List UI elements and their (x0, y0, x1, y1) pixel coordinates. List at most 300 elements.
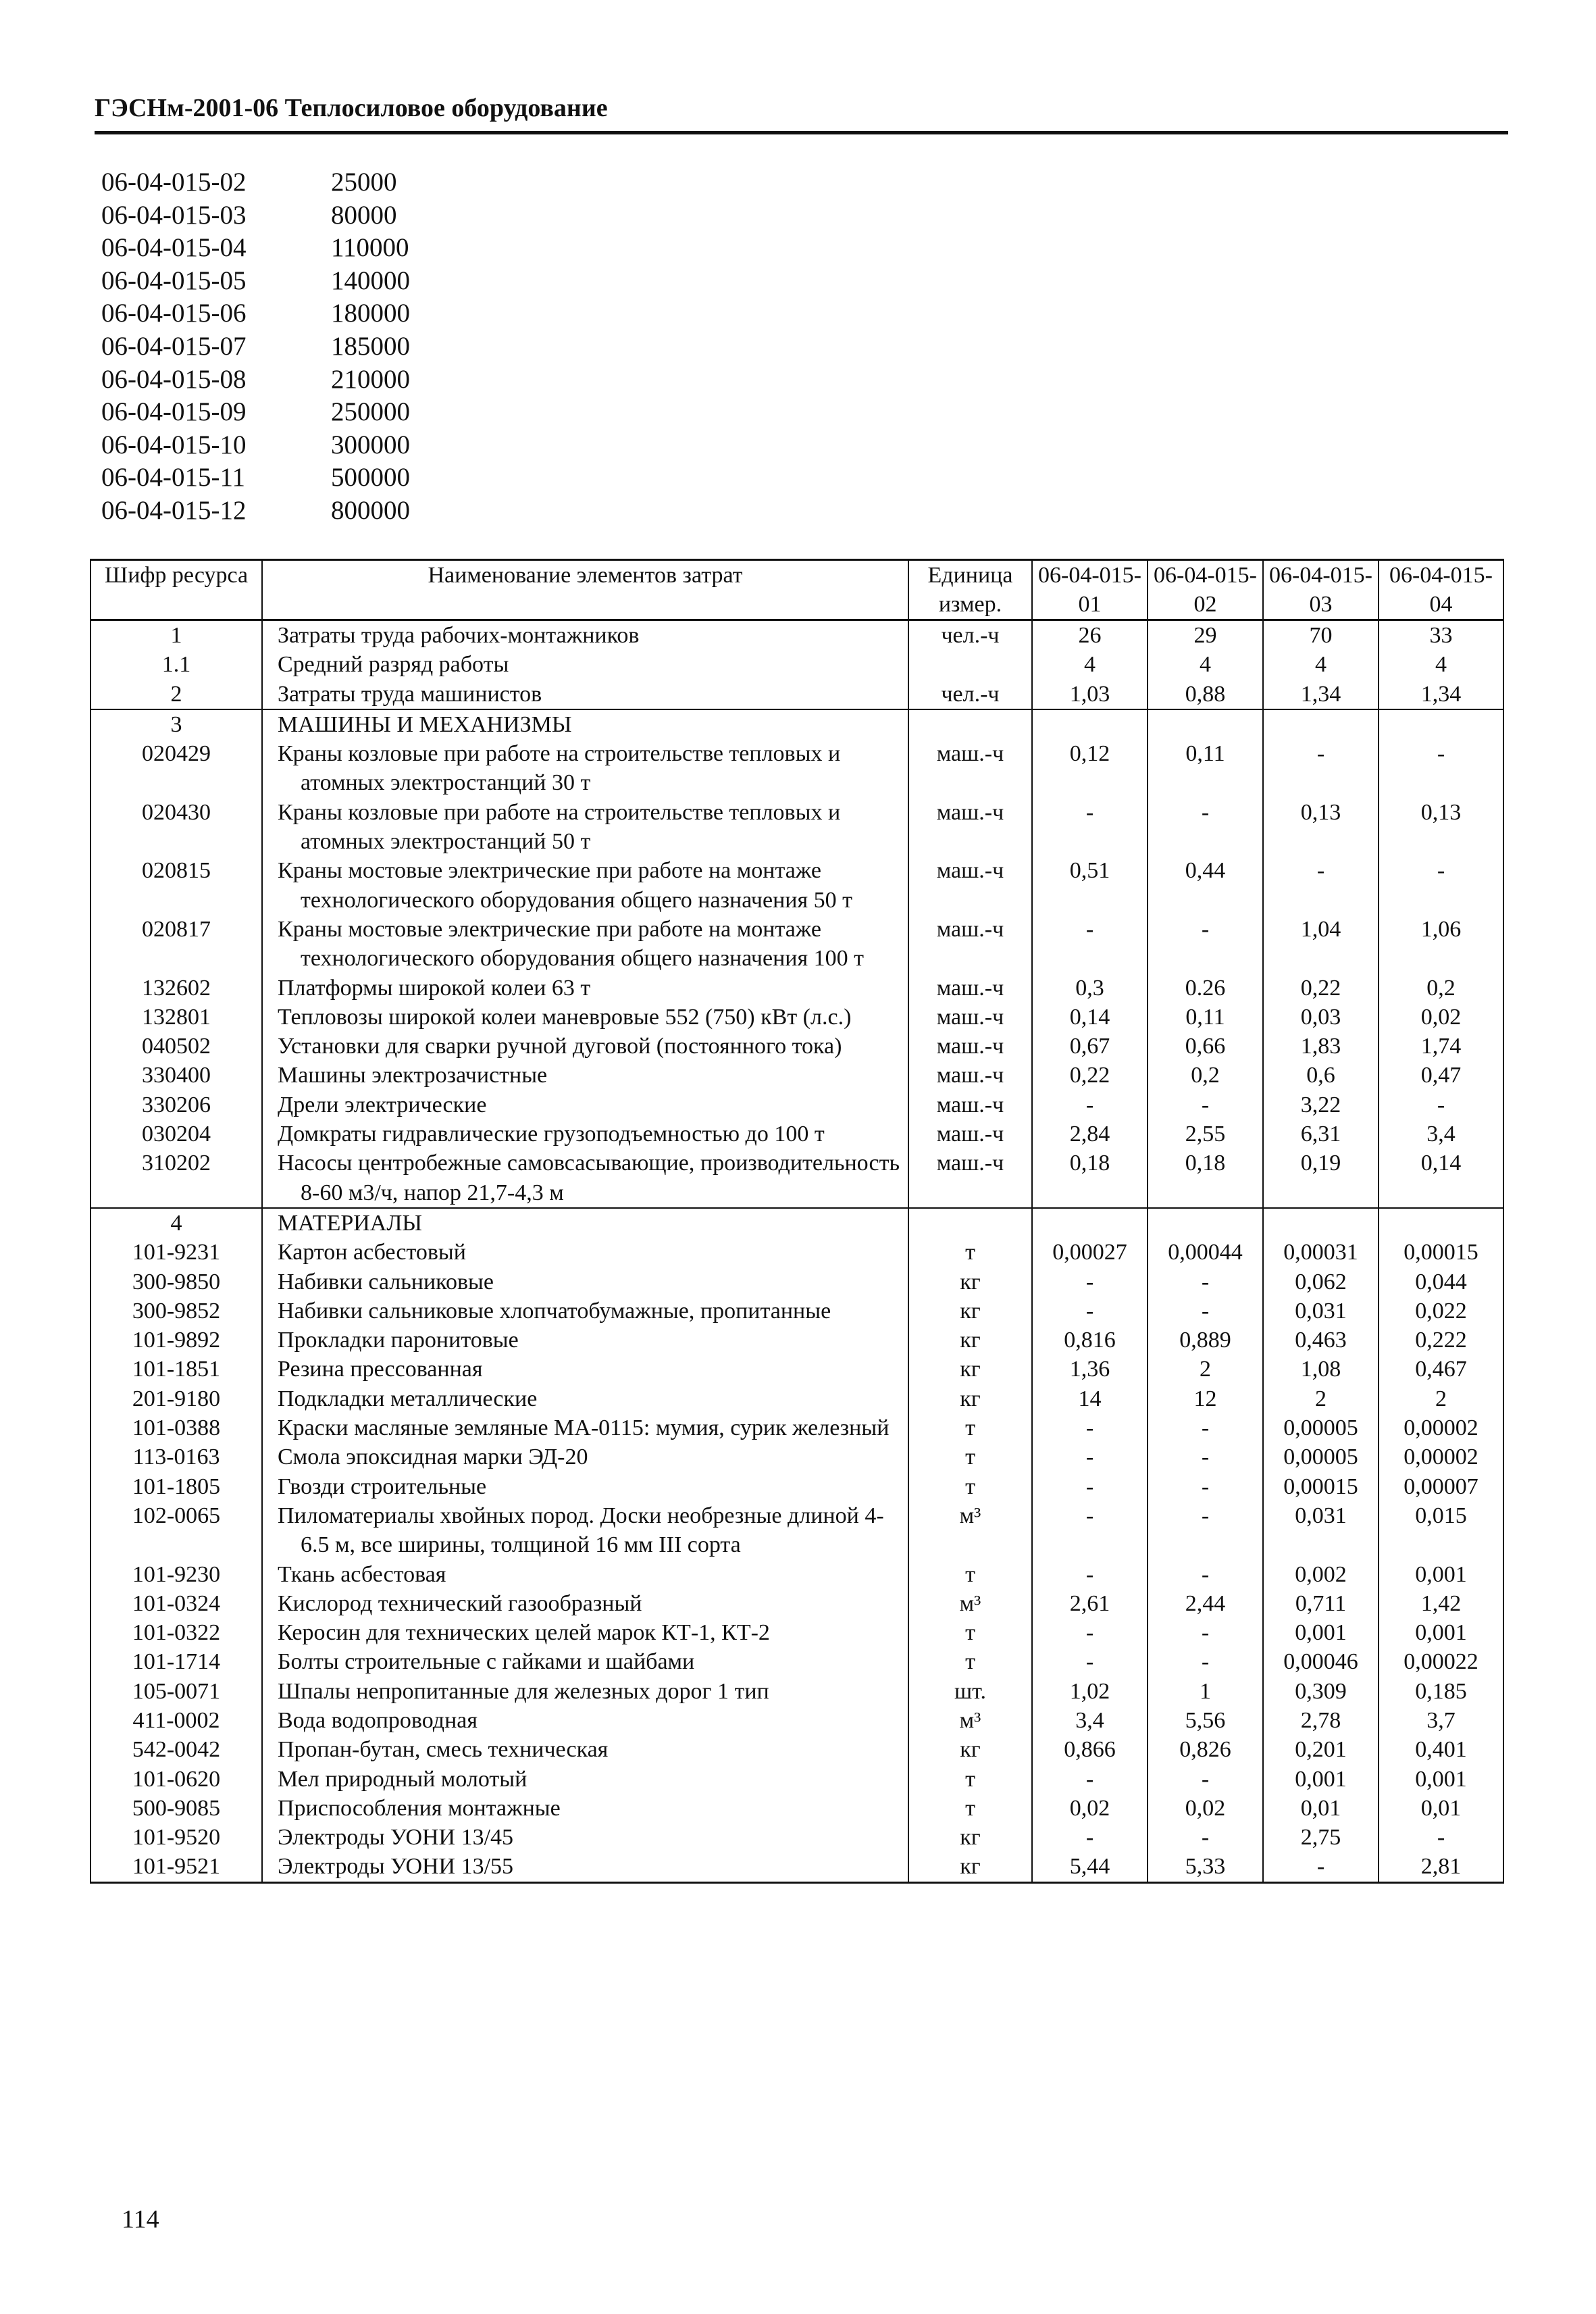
cell-unit: кг (908, 1267, 1032, 1297)
cell-col4: 33 (1379, 620, 1503, 651)
cell-col3 (1263, 709, 1379, 739)
header-rule (95, 131, 1508, 134)
cell-unit: кг (908, 1735, 1032, 1764)
cell-name (262, 1326, 908, 1355)
cell-col2: 2 (1148, 1355, 1263, 1384)
cell-col1: 0,00027 (1032, 1238, 1148, 1267)
table-row (91, 1238, 1503, 1267)
header-unit: Единица измер. (908, 560, 1032, 620)
cell-col1: 2,61 (1032, 1589, 1148, 1618)
cell-col3: 1,83 (1263, 1032, 1379, 1061)
code-list-value: 300000 (331, 430, 410, 459)
table-row (91, 1297, 1503, 1326)
resource-name: Шпалы непропитанные для железных дорог 1 тип (278, 1678, 769, 1704)
cell-code: 4 (91, 1208, 262, 1238)
cell-unit: т (908, 1560, 1032, 1589)
code-list-value: 800000 (331, 495, 410, 525)
cell-col1: - (1032, 1090, 1148, 1120)
cell-col4: - (1379, 739, 1503, 798)
cell-col4: 0,001 (1379, 1560, 1503, 1589)
cell-name (262, 1090, 908, 1120)
cell-col1: 14 (1032, 1384, 1148, 1413)
resource-name: Краны мостовые электрические при работе на монтаже технологического оборудования общего назначения 50 т (278, 858, 852, 913)
cell-code: 101-0388 (91, 1413, 262, 1442)
cell-code: 310202 (91, 1149, 262, 1208)
cell-col1: 0,816 (1032, 1326, 1148, 1355)
cell-name (262, 1765, 908, 1794)
cell-col4: 0,00002 (1379, 1442, 1503, 1472)
cell-name (262, 1852, 908, 1882)
code-list-value: 210000 (331, 364, 410, 394)
cell-col4 (1379, 1208, 1503, 1238)
resource-name: Гвозди строительные (278, 1474, 487, 1499)
cell-col1: - (1032, 1823, 1148, 1852)
cell-unit: маш.-ч (908, 1120, 1032, 1149)
table-row (91, 1384, 1503, 1413)
code-list-code: 06-04-015-06 (101, 299, 247, 328)
cell-unit: кг (908, 1326, 1032, 1355)
table-row (91, 1618, 1503, 1647)
code-list-code: 06-04-015-04 (101, 233, 247, 263)
cell-col3: 1,08 (1263, 1355, 1379, 1384)
cell-unit: маш.-ч (908, 856, 1032, 915)
cell-col3: 6,31 (1263, 1120, 1379, 1149)
cell-name (262, 1355, 908, 1384)
table-row (91, 1326, 1503, 1355)
cell-col4: 1,34 (1379, 680, 1503, 709)
table-row (91, 1706, 1503, 1735)
resource-name: Пиломатериалы хвойных пород. Доски необрезные длиной 4-6.5 м, все ширины, толщиной 16 мм III сорта (278, 1503, 884, 1558)
cell-code: 113-0163 (91, 1442, 262, 1472)
table-row (91, 650, 1503, 679)
cell-col3: 0,309 (1263, 1677, 1379, 1706)
code-list-item (101, 265, 410, 298)
code-list-item (101, 232, 410, 265)
cell-col2: 0,88 (1148, 680, 1263, 709)
cell-code: 101-0324 (91, 1589, 262, 1618)
cell-col4: 0,00022 (1379, 1647, 1503, 1676)
resource-name: Машины электрозачистные (278, 1063, 548, 1088)
cell-code: 101-1714 (91, 1647, 262, 1676)
cell-code: 101-0620 (91, 1765, 262, 1794)
cell-col2: 29 (1148, 620, 1263, 651)
cell-name: МАШИНЫ И МЕХАНИЗМЫ (262, 709, 908, 739)
cell-col4: 0,467 (1379, 1355, 1503, 1384)
code-list-code: 06-04-015-10 (101, 430, 247, 459)
resource-name: Дрели электрические (278, 1092, 487, 1117)
cell-col2: 0,889 (1148, 1326, 1263, 1355)
code-list-item (101, 166, 410, 199)
cell-col1: 2,84 (1032, 1120, 1148, 1149)
table-row (91, 1589, 1503, 1618)
cell-col2: 5,56 (1148, 1706, 1263, 1735)
cell-col3: 0,031 (1263, 1297, 1379, 1326)
cell-col4: 0,00007 (1379, 1472, 1503, 1501)
cell-unit: т (908, 1765, 1032, 1794)
table-row (91, 1003, 1503, 1032)
cell-name (262, 915, 908, 974)
cell-col2: 2,55 (1148, 1120, 1263, 1149)
cell-col2: 12 (1148, 1384, 1263, 1413)
cell-name (262, 1149, 908, 1208)
cell-col2: 0,11 (1148, 739, 1263, 798)
cell-unit: маш.-ч (908, 915, 1032, 974)
cell-code: 020817 (91, 915, 262, 974)
table-row (91, 974, 1503, 1003)
code-list-item (101, 429, 410, 462)
cell-col1: 3,4 (1032, 1706, 1148, 1735)
code-list-code: 06-04-015-08 (101, 364, 247, 394)
cell-col4: 0,044 (1379, 1267, 1503, 1297)
cell-unit: кг (908, 1384, 1032, 1413)
resource-name: Электроды УОНИ 13/55 (278, 1854, 514, 1880)
cell-col4: 2,81 (1379, 1852, 1503, 1882)
cell-col3: 1,34 (1263, 680, 1379, 709)
cell-name (262, 620, 908, 651)
table-row (91, 1852, 1503, 1882)
cell-col2: - (1148, 1501, 1263, 1560)
cell-col3: 0,062 (1263, 1267, 1379, 1297)
cell-col2: 1 (1148, 1677, 1263, 1706)
header-col2: 06-04-015-02 (1148, 560, 1263, 620)
cell-col1: 0,12 (1032, 739, 1148, 798)
cell-col2: 0,02 (1148, 1794, 1263, 1823)
code-list-value: 25000 (331, 168, 397, 197)
cell-col1: - (1032, 1618, 1148, 1647)
cell-col3: 2,75 (1263, 1823, 1379, 1852)
cell-col1: 1,36 (1032, 1355, 1148, 1384)
cell-unit: чел.-ч (908, 680, 1032, 709)
cell-code: 201-9180 (91, 1384, 262, 1413)
resource-name: Краны мостовые электрические при работе на монтаже технологического оборудования общего назначения 100 т (278, 916, 864, 972)
cell-col1: 4 (1032, 650, 1148, 679)
cell-code: 1 (91, 620, 262, 651)
code-list-code: 06-04-015-03 (101, 200, 247, 230)
cell-col2: 0,826 (1148, 1735, 1263, 1764)
code-list-code: 06-04-015-02 (101, 168, 247, 197)
code-list-value: 80000 (331, 200, 397, 230)
resource-name: Затраты труда рабочих-монтажников (278, 623, 640, 648)
cell-col1: - (1032, 1647, 1148, 1676)
cell-col1: 1,02 (1032, 1677, 1148, 1706)
code-list-code: 06-04-015-07 (101, 331, 247, 361)
cell-col1 (1032, 709, 1148, 739)
table-row (91, 620, 1503, 651)
cell-col2: - (1148, 1618, 1263, 1647)
cell-name (262, 856, 908, 915)
cell-col1: 26 (1032, 620, 1148, 651)
cell-col3: 0,01 (1263, 1794, 1379, 1823)
cell-col2: - (1148, 1090, 1263, 1120)
table-row (91, 798, 1503, 857)
cell-col3: 0,002 (1263, 1560, 1379, 1589)
cell-col1: - (1032, 1267, 1148, 1297)
cell-col4: 0,185 (1379, 1677, 1503, 1706)
cell-col3: 0,00005 (1263, 1442, 1379, 1472)
table-row (91, 1149, 1503, 1208)
cell-col3: 2,78 (1263, 1706, 1379, 1735)
cell-code: 101-0322 (91, 1618, 262, 1647)
code-list-value: 250000 (331, 397, 410, 427)
code-list-code: 06-04-015-12 (101, 495, 247, 525)
cell-col3: - (1263, 739, 1379, 798)
cell-unit: т (908, 1238, 1032, 1267)
cell-col4: 0,02 (1379, 1003, 1503, 1032)
cell-name (262, 1647, 908, 1676)
code-list-value: 110000 (331, 233, 409, 263)
cell-code: 542-0042 (91, 1735, 262, 1764)
cell-name (262, 739, 908, 798)
cell-unit: кг (908, 1355, 1032, 1384)
resource-name: Затраты труда машинистов (278, 681, 542, 707)
page-number: 114 (122, 2205, 159, 2234)
cell-unit (908, 709, 1032, 739)
cell-code: 101-1805 (91, 1472, 262, 1501)
cell-col1: - (1032, 1765, 1148, 1794)
cell-name (262, 1589, 908, 1618)
cell-unit: маш.-ч (908, 974, 1032, 1003)
cell-col3 (1263, 1208, 1379, 1238)
resource-name: Установки для сварки ручной дуговой (постоянного тока) (278, 1034, 842, 1059)
cell-name (262, 1267, 908, 1297)
cell-col4: - (1379, 856, 1503, 915)
cell-col4: 3,7 (1379, 1706, 1503, 1735)
cell-col4: 0,14 (1379, 1149, 1503, 1208)
header-name: Наименование элементов затрат (262, 560, 908, 620)
resource-name: Набивки сальниковые (278, 1269, 494, 1294)
table-header-row (91, 560, 1503, 620)
cell-col1: 0,22 (1032, 1061, 1148, 1090)
code-list-value: 140000 (331, 266, 410, 295)
cell-col3: 0,031 (1263, 1501, 1379, 1560)
cell-name (262, 1501, 908, 1560)
cell-unit (908, 650, 1032, 679)
cell-col4: 0,00015 (1379, 1238, 1503, 1267)
cell-col3: 0,00046 (1263, 1647, 1379, 1676)
cell-col2: - (1148, 1267, 1263, 1297)
cell-col3: 2 (1263, 1384, 1379, 1413)
cell-col1: 5,44 (1032, 1852, 1148, 1882)
table-row (91, 1413, 1503, 1442)
table-row (91, 1120, 1503, 1149)
cell-code: 132801 (91, 1003, 262, 1032)
cell-unit: т (908, 1794, 1032, 1823)
cell-name (262, 680, 908, 709)
resource-name: Вода водопроводная (278, 1707, 478, 1733)
cell-col3: 0,463 (1263, 1326, 1379, 1355)
cell-code: 101-9520 (91, 1823, 262, 1852)
resource-name: Платформы широкой колеи 63 т (278, 975, 591, 1001)
cell-unit: шт. (908, 1677, 1032, 1706)
cell-col1: - (1032, 1501, 1148, 1560)
cell-col1: - (1032, 1297, 1148, 1326)
cell-unit (908, 1208, 1032, 1238)
cell-col2: - (1148, 798, 1263, 857)
cell-col3: 4 (1263, 650, 1379, 679)
resource-name: Картон асбестовый (278, 1240, 466, 1265)
code-list-item (101, 396, 410, 429)
resource-name: Кислород технический газообразный (278, 1590, 642, 1616)
cell-unit: м³ (908, 1706, 1032, 1735)
cell-col2 (1148, 709, 1263, 739)
table-row (91, 1090, 1503, 1120)
cell-col2: 0,66 (1148, 1032, 1263, 1061)
cell-unit: т (908, 1472, 1032, 1501)
cell-col2: 4 (1148, 650, 1263, 679)
cell-col2: - (1148, 1413, 1263, 1442)
resource-name: Краны козловые при работе на строительстве тепловых и атомных электростанций 50 т (278, 799, 841, 855)
cell-code: 020429 (91, 739, 262, 798)
resource-name: Домкраты гидравлические грузоподъемностью до 100 т (278, 1122, 825, 1147)
cell-code: 1.1 (91, 650, 262, 679)
table-row (91, 1823, 1503, 1852)
cell-name (262, 1560, 908, 1589)
resource-name: Керосин для технических целей марок КТ-1, КТ-2 (278, 1620, 770, 1646)
cell-code: 105-0071 (91, 1677, 262, 1706)
cell-col4: 0,015 (1379, 1501, 1503, 1560)
resource-name: Краски масляные земляные МА-0115: мумия, сурик железный (278, 1415, 890, 1441)
cell-col4: 0,47 (1379, 1061, 1503, 1090)
table-row (91, 1267, 1503, 1297)
cell-col4: 0,01 (1379, 1794, 1503, 1823)
resource-name: Набивки сальниковые хлопчатобумажные, пропитанные (278, 1298, 831, 1324)
cell-col4: 1,74 (1379, 1032, 1503, 1061)
cell-col2: - (1148, 915, 1263, 974)
cell-col2: 0,11 (1148, 1003, 1263, 1032)
table-row (91, 739, 1503, 798)
resource-name: Электроды УОНИ 13/45 (278, 1825, 514, 1851)
table-row (91, 1032, 1503, 1061)
cell-col4: - (1379, 1823, 1503, 1852)
cell-unit: чел.-ч (908, 620, 1032, 651)
cell-col3: 0,00031 (1263, 1238, 1379, 1267)
cell-unit: кг (908, 1823, 1032, 1852)
cell-name (262, 1384, 908, 1413)
cell-unit: кг (908, 1297, 1032, 1326)
table-row (91, 915, 1503, 974)
table-row (91, 1735, 1503, 1764)
cell-col2: - (1148, 1442, 1263, 1472)
resource-name: Насосы центробежные самовсасывающие, производительность 8-60 м3/ч, напор 21,7-4,3 м (278, 1151, 900, 1205)
cell-code: 020430 (91, 798, 262, 857)
table-row (91, 1061, 1503, 1090)
header-col4: 06-04-015-04 (1379, 560, 1503, 620)
cell-col2: - (1148, 1472, 1263, 1501)
cell-unit: маш.-ч (908, 1090, 1032, 1120)
cell-col1: 0,14 (1032, 1003, 1148, 1032)
cell-col3: - (1263, 856, 1379, 915)
cell-col3: 0,6 (1263, 1061, 1379, 1090)
cell-col2 (1148, 1208, 1263, 1238)
cell-unit: т (908, 1618, 1032, 1647)
cell-col4: 4 (1379, 650, 1503, 679)
cell-col4: 0,13 (1379, 798, 1503, 857)
resource-name: Тепловозы широкой колеи маневровые 552 (750) кВт (л.с.) (278, 1004, 852, 1030)
resource-name: Резина прессованная (278, 1357, 483, 1382)
cell-unit: кг (908, 1852, 1032, 1882)
cell-col4: 0,222 (1379, 1326, 1503, 1355)
code-list-value: 180000 (331, 299, 410, 328)
table-row (91, 1442, 1503, 1472)
resource-name: Пропан-бутан, смесь техническая (278, 1737, 609, 1763)
header-col1: 06-04-015-01 (1032, 560, 1148, 620)
cell-col3: 0,201 (1263, 1735, 1379, 1764)
cell-col1: - (1032, 1472, 1148, 1501)
resource-name: Мел природный молотый (278, 1766, 527, 1792)
cell-col4: 0,401 (1379, 1735, 1503, 1764)
table-body (91, 620, 1503, 1883)
cell-code: 101-9892 (91, 1326, 262, 1355)
resource-name: Подкладки металлические (278, 1386, 538, 1411)
resource-name: Приспособления монтажные (278, 1795, 561, 1821)
code-list-code: 06-04-015-05 (101, 266, 247, 295)
cell-col4: 1,42 (1379, 1589, 1503, 1618)
cell-col3: 0,19 (1263, 1149, 1379, 1208)
code-list-item (101, 199, 410, 232)
code-list-item (101, 461, 410, 495)
cell-col1: 1,03 (1032, 680, 1148, 709)
cell-col2: 0,2 (1148, 1061, 1263, 1090)
cell-col1: - (1032, 798, 1148, 857)
cell-name (262, 1735, 908, 1764)
cell-col2: - (1148, 1560, 1263, 1589)
cell-unit: маш.-ч (908, 798, 1032, 857)
resource-name: Средний разряд работы (278, 652, 509, 678)
cell-name (262, 1823, 908, 1852)
cell-code: 411-0002 (91, 1706, 262, 1735)
table-row (91, 1677, 1503, 1706)
resource-name: Ткань асбестовая (278, 1561, 446, 1587)
cell-col1: - (1032, 1442, 1148, 1472)
cell-code: 102-0065 (91, 1501, 262, 1560)
cell-col1: 0,3 (1032, 974, 1148, 1003)
resource-name: Краны козловые при работе на строительстве тепловых и атомных электростанций 30 т (278, 741, 841, 796)
cell-col4 (1379, 709, 1503, 739)
cell-unit: маш.-ч (908, 1061, 1032, 1090)
cell-col2: 0,44 (1148, 856, 1263, 915)
cell-col2: - (1148, 1647, 1263, 1676)
table-row (91, 1355, 1503, 1384)
cell-unit: т (908, 1413, 1032, 1442)
cell-unit: м³ (908, 1501, 1032, 1560)
cell-code: 101-1851 (91, 1355, 262, 1384)
cell-col3: 0,22 (1263, 974, 1379, 1003)
cell-name (262, 1297, 908, 1326)
cell-name (262, 1706, 908, 1735)
cell-name (262, 1472, 908, 1501)
cell-col4: 0,001 (1379, 1765, 1503, 1794)
cell-code: 2 (91, 680, 262, 709)
cell-col3: 1,04 (1263, 915, 1379, 974)
cell-code: 101-9231 (91, 1238, 262, 1267)
cell-col2: - (1148, 1765, 1263, 1794)
table-row (91, 1794, 1503, 1823)
cell-code: 101-9521 (91, 1852, 262, 1882)
cell-name (262, 1120, 908, 1149)
cell-col1: - (1032, 1413, 1148, 1442)
resource-name: Смола эпоксидная марки ЭД-20 (278, 1444, 588, 1470)
cell-col1 (1032, 1208, 1148, 1238)
cell-code: 330206 (91, 1090, 262, 1120)
cell-col1: 0,51 (1032, 856, 1148, 915)
cell-name (262, 1032, 908, 1061)
cell-code: 040502 (91, 1032, 262, 1061)
resource-table (90, 559, 1504, 1884)
cell-name (262, 1413, 908, 1442)
cell-col3: 3,22 (1263, 1090, 1379, 1120)
cell-code: 330400 (91, 1061, 262, 1090)
cell-col3: 0,711 (1263, 1589, 1379, 1618)
